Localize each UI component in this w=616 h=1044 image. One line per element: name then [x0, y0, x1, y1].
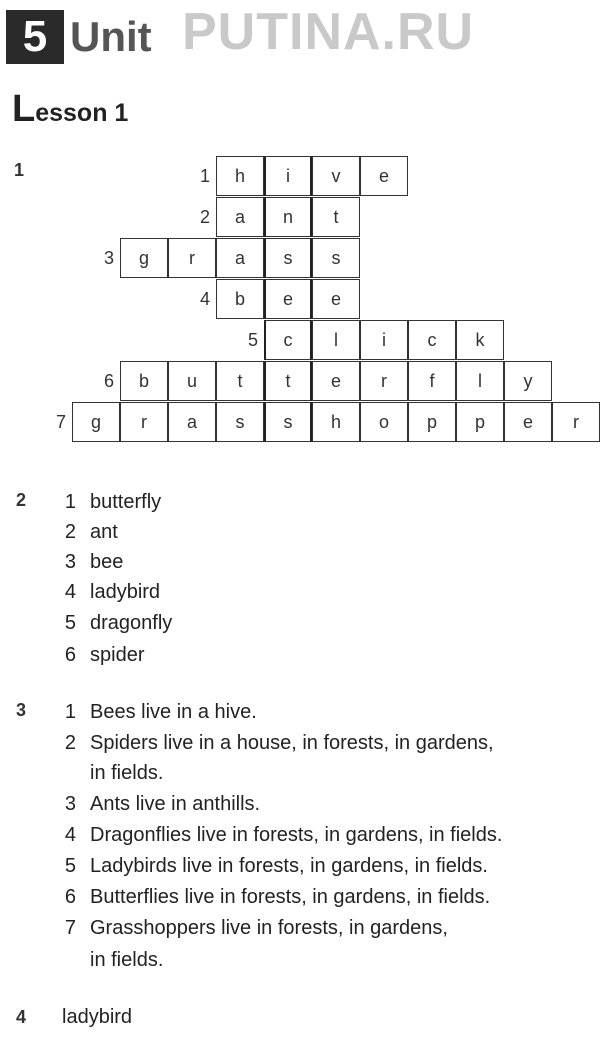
item-number: 4 [64, 824, 76, 846]
crossword-cell: b [216, 279, 264, 319]
crossword-cell: e [360, 156, 408, 196]
crossword-cell: s [216, 402, 264, 442]
crossword-cell: p [456, 402, 504, 442]
crossword-cell: h [216, 156, 264, 196]
item-text: ladybird [90, 581, 161, 603]
item-text: Ladybirds live in forests, in gardens, in fields. [90, 855, 488, 877]
exercise-4-answer: ladybird [62, 1006, 133, 1028]
item-text: ant [90, 521, 118, 543]
item-number: 1 [64, 491, 76, 513]
lesson-title-initial: L [12, 88, 36, 130]
crossword-cell: t [264, 361, 312, 401]
crossword-clue-number: 5 [247, 330, 258, 350]
item-text: Bees live in a hive. [90, 701, 257, 723]
item-text: spider [90, 644, 145, 666]
crossword-clue-number: 3 [103, 248, 114, 268]
crossword-cell: e [312, 279, 360, 319]
crossword-cell: p [408, 402, 456, 442]
watermark-text: PUTINA.RU [182, 3, 475, 61]
unit-number-badge: 5 [6, 10, 64, 64]
item-text-continuation: in fields. [90, 762, 164, 784]
crossword-cell: r [120, 402, 168, 442]
item-text: Spiders live in a house, in forests, in gardens, [90, 732, 494, 754]
item-number: 4 [64, 581, 76, 603]
item-number: 6 [64, 644, 76, 666]
crossword-cell: a [168, 402, 216, 442]
item-number: 5 [64, 855, 76, 877]
crossword-clue-number: 2 [199, 207, 210, 227]
item-text: butterfly [90, 491, 162, 513]
crossword-cell: e [504, 402, 552, 442]
lesson-title [12, 90, 128, 130]
unit-title: Unit [70, 13, 152, 60]
item-number: 7 [64, 917, 76, 939]
crossword-cell: s [264, 402, 312, 442]
item-number: 2 [64, 732, 76, 754]
crossword-cell: y [504, 361, 552, 401]
item-text: Butterflies live in forests, in gardens, in fields. [90, 886, 491, 908]
crossword-cell: l [456, 361, 504, 401]
exercise-3-badge: 3 [16, 700, 27, 720]
crossword-cell: h [312, 402, 360, 442]
crossword-cell: a [216, 197, 264, 237]
item-text: bee [90, 551, 124, 573]
item-text: Grasshoppers live in forests, in gardens, [90, 917, 448, 939]
item-text-continuation: in fields. [90, 949, 164, 971]
crossword-cell: b [120, 361, 168, 401]
crossword-cell: e [264, 279, 312, 319]
item-text: dragonfly [90, 612, 173, 634]
crossword-clue-number: 1 [199, 166, 210, 186]
crossword-cell: i [360, 320, 408, 360]
item-number: 2 [64, 521, 76, 543]
crossword-cell: a [216, 238, 264, 278]
crossword-cell: e [312, 361, 360, 401]
item-text: Ants live in anthills. [90, 793, 261, 815]
exercise-2-badge: 2 [16, 490, 27, 510]
crossword-cell: f [408, 361, 456, 401]
item-text: Dragonflies live in forests, in gardens, in fields. [90, 824, 503, 846]
crossword-cell: t [312, 197, 360, 237]
crossword-cell: o [360, 402, 408, 442]
crossword-cell: r [552, 402, 600, 442]
exercise-4-badge: 4 [16, 1007, 27, 1027]
crossword-cell: c [408, 320, 456, 360]
item-number: 5 [64, 612, 76, 634]
crossword-cell: g [120, 238, 168, 278]
crossword-cell: v [312, 156, 360, 196]
crossword-cell: u [168, 361, 216, 401]
item-number: 3 [64, 551, 76, 573]
crossword-cell: l [312, 320, 360, 360]
item-number: 6 [64, 886, 76, 908]
item-number: 1 [64, 701, 76, 723]
crossword-cell: i [264, 156, 312, 196]
crossword-cell: s [312, 238, 360, 278]
crossword-cell: n [264, 197, 312, 237]
lesson-title-rest: esson 1 [35, 99, 129, 127]
exercise-1-badge: 1 [14, 160, 25, 180]
crossword-cell: k [456, 320, 504, 360]
crossword-clue-number: 7 [55, 412, 66, 432]
crossword-cell: r [360, 361, 408, 401]
crossword-clue-number: 6 [103, 371, 114, 391]
crossword-cell: s [264, 238, 312, 278]
crossword-cell: r [168, 238, 216, 278]
crossword-clue-number: 4 [199, 289, 210, 309]
crossword-cell: t [216, 361, 264, 401]
crossword-cell: c [264, 320, 312, 360]
crossword-cell: g [72, 402, 120, 442]
item-number: 3 [64, 793, 76, 815]
